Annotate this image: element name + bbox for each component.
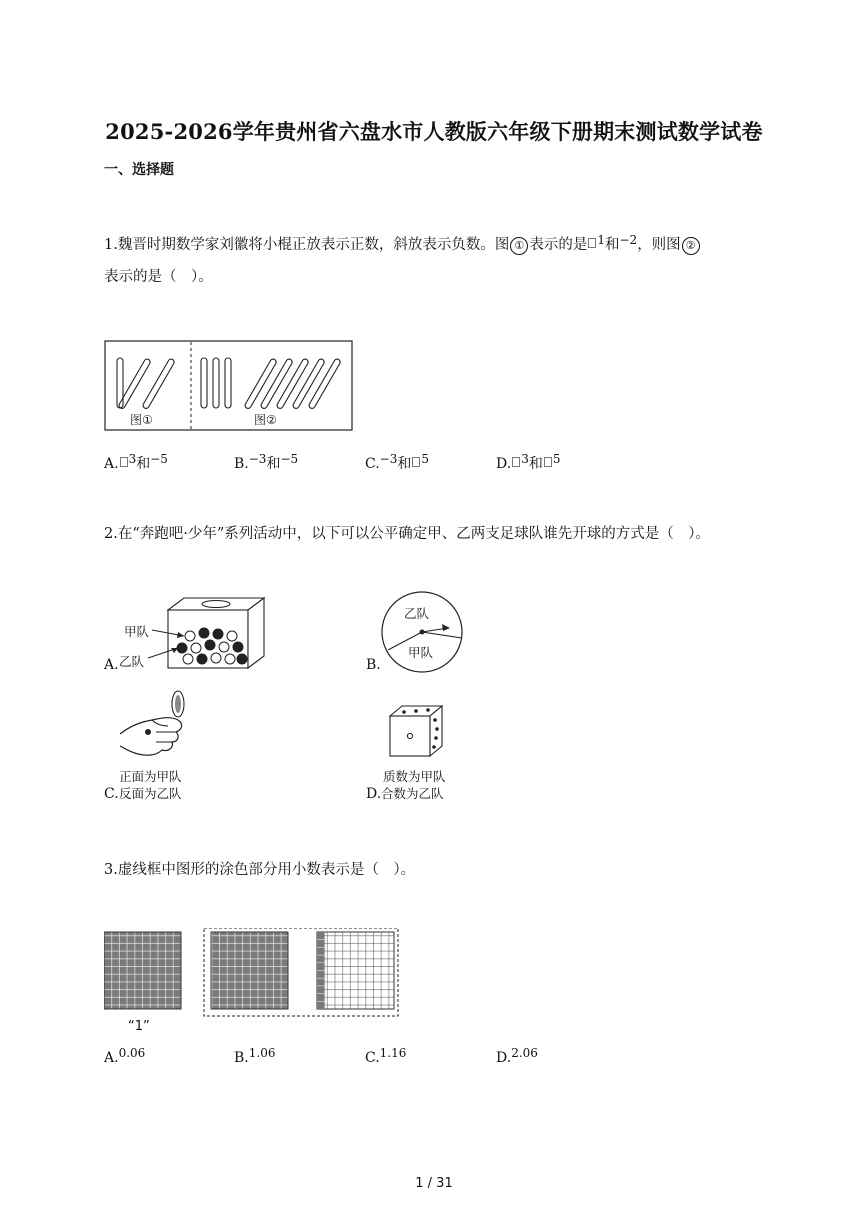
placeholder-box-icon <box>512 457 520 467</box>
option-value: 1.06 <box>248 1046 276 1060</box>
question-1-text <box>104 224 764 293</box>
q1-option-c[interactable] <box>365 452 429 473</box>
q1-text-b: 表示的是 <box>529 237 588 253</box>
q1-text-a: 1.魏晋时期数学家刘徽将小棍正放表示正数，斜放表示负数。图 <box>104 237 510 253</box>
q2-a-label-bottom: 乙队 <box>119 654 145 669</box>
fig-label-1: 图① <box>130 413 153 427</box>
q2-option-d-letter[interactable]: D. <box>366 786 382 802</box>
q1-text-d: ，则图 <box>637 237 681 253</box>
option-value-1: 3 <box>128 452 137 466</box>
unit-label: “1” <box>128 1019 150 1034</box>
spinner-illustration <box>378 590 468 676</box>
placeholder-box-icon <box>412 457 420 467</box>
option-value-1: 3 <box>521 452 529 466</box>
fig-label-2: 图② <box>254 413 277 427</box>
q2-d-line-1: 质数为甲队 <box>383 769 446 784</box>
option-letter: B. <box>234 1050 249 1066</box>
option-mid: 和 <box>136 456 151 472</box>
option-letter: D. <box>496 456 512 472</box>
q1-text-e: 表示的是（ ）。 <box>104 269 213 285</box>
q2-b-label-bottom: 甲队 <box>408 645 434 660</box>
ball-box-illustration <box>118 596 268 674</box>
q1-circle-1: ① <box>510 237 528 255</box>
option-value-2: 5 <box>552 452 561 466</box>
q1-text-c: 和 <box>604 237 620 253</box>
page-number: 1 / 31 <box>415 1176 453 1191</box>
option-letter: C. <box>365 1050 380 1066</box>
q2-a-label-top: 甲队 <box>124 624 150 639</box>
q2-option-a-letter[interactable]: A. <box>104 657 119 673</box>
q1-option-a[interactable] <box>104 452 168 473</box>
q1-num-1: 1 <box>597 233 605 247</box>
dice-illustration <box>386 702 446 762</box>
page-title: 2025-2026学年贵州省六盘水市人教版六年级下册期末测试数学试卷 <box>105 119 763 144</box>
q2-d-line-2: 合数为乙队 <box>381 786 444 801</box>
option-letter: D. <box>496 1050 512 1066</box>
q1-option-d[interactable] <box>496 452 560 473</box>
option-value-1: −3 <box>248 452 267 466</box>
placeholder-box-icon <box>588 238 596 248</box>
option-value: 0.06 <box>118 1046 146 1060</box>
option-letter: A. <box>104 456 119 472</box>
q2-c-line-2: 反面为乙队 <box>119 786 182 801</box>
option-mid: 和 <box>266 456 281 472</box>
q2-option-b-letter[interactable]: B. <box>366 657 381 673</box>
placeholder-box-icon <box>544 457 552 467</box>
question-2-text: 2.在“奔跑吧·少年”系列活动中，以下可以公平确定甲、乙两支足球队谁先开球的方式是（ ）。 <box>104 526 711 542</box>
q2-b-label-top: 乙队 <box>404 606 430 621</box>
question-3-text: 3.虚线框中图形的涂色部分用小数表示是（ ）。 <box>104 862 416 878</box>
section-heading: 一、选择题 <box>104 162 174 178</box>
option-value-1: −3 <box>379 452 398 466</box>
decimal-grid-figure <box>104 928 404 1034</box>
q2-c-line-1: 正面为甲队 <box>119 769 182 784</box>
option-mid: 和 <box>528 456 543 472</box>
option-value: 1.16 <box>379 1046 407 1060</box>
q3-option-d[interactable] <box>496 1046 538 1066</box>
counting-rods-figure <box>104 340 354 432</box>
q1-option-b[interactable] <box>234 452 298 473</box>
q3-option-c[interactable] <box>365 1046 406 1066</box>
option-mid: 和 <box>397 456 412 472</box>
coin-toss-illustration <box>116 690 196 764</box>
q2-option-c-letter[interactable]: C. <box>104 786 119 802</box>
option-value-2: 5 <box>421 452 430 466</box>
q1-circle-2: ② <box>682 237 700 255</box>
option-value-2: −5 <box>280 452 299 466</box>
option-letter: C. <box>365 456 380 472</box>
placeholder-box-icon <box>120 457 128 467</box>
q1-num-2: −2 <box>619 233 638 247</box>
option-letter: A. <box>104 1050 119 1066</box>
option-letter: B. <box>234 456 249 472</box>
option-value-2: −5 <box>150 452 168 466</box>
q3-option-a[interactable] <box>104 1046 145 1066</box>
option-value: 2.06 <box>511 1046 538 1060</box>
q3-option-b[interactable] <box>234 1046 275 1066</box>
